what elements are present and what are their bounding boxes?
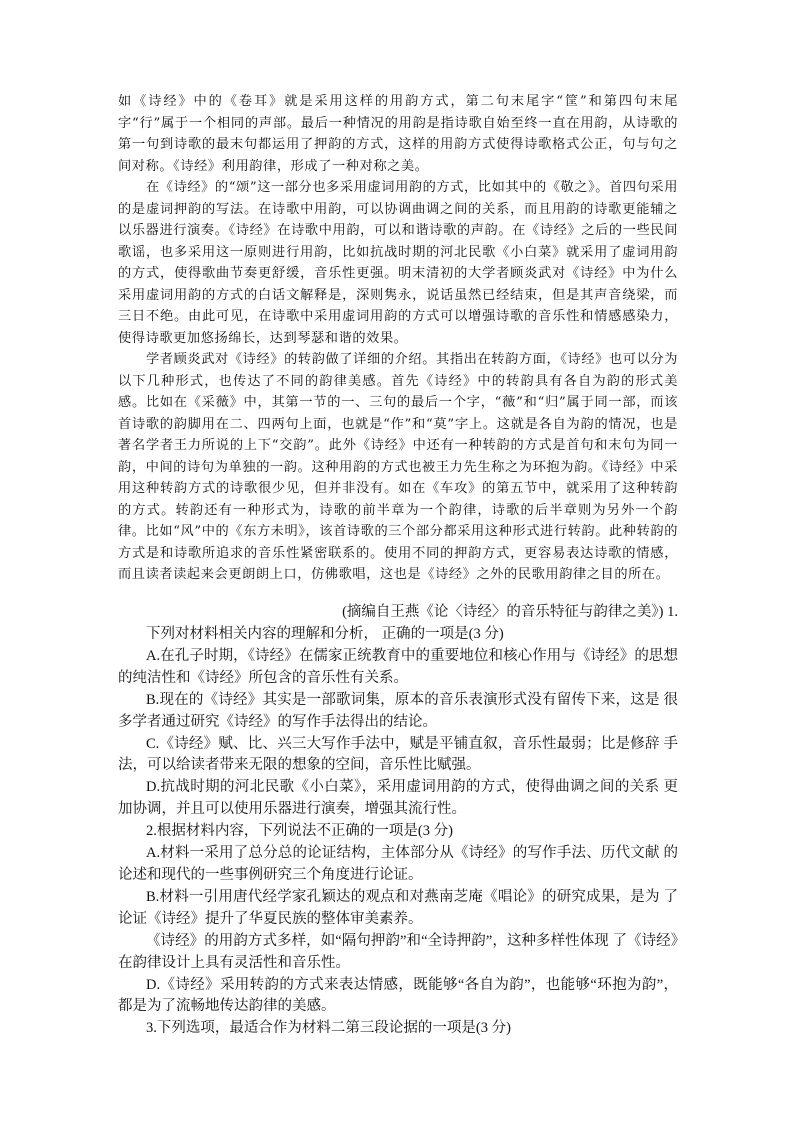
question-2-option-a: A.材料一采用了总分总的论证结构，主体部分从《诗经》的写作手法、历代文献 的论述和现代的一些事例研究三个角度进行论证。 <box>118 845 678 883</box>
passage-paragraph-1: 如《诗经》中的《卷耳》就是采用这样的用韵方式，第二句末尾字“筐”和第四句末尾字“行”属于一个相同的声部。最后一种情况的用韵是指诗歌自始至终一直在用韵，从诗歌的第一句到诗歌的最末句都运用了押韵的方式，这样的用韵方式使得诗歌格式公正，句与句之间对称。《诗经》利用韵律，形成了一种对称之美。 <box>118 94 678 174</box>
question-1-option-c: C.《诗经》赋、比、兴三大写作手法中，赋是平铺直叙，音乐性最弱；比是修辞 手法，可以给读者带来无限的想象的空间，音乐性比赋强。 <box>118 735 678 774</box>
question-2-stem: 2.根据材料内容，下列说法不正确的一项是(3 分) <box>146 823 453 840</box>
question-section <box>118 624 678 1040</box>
reading-passage <box>118 91 678 586</box>
question-1-option-b: B.现在的《诗经》其实是一部歌词集，原本的音乐表演形式没有留传下来，这是 很多学者通过研究《诗经》的写作手法得出的结论。 <box>118 691 678 730</box>
question-1-option-d: D.抗战时期的河北民歌《小白菜》，采用虚词用韵的方式，使得曲调之间的关系 更加协调，并且可以使用乐器进行演奏，增强其流行性。 <box>118 779 678 818</box>
question-3-stem: 3.下列选项，最适合作为材料二第三段论据的一项是(3 分) <box>146 1020 511 1037</box>
question-1-stem: 下列对材料相关内容的理解和分析， 正确的一项是(3 分) <box>146 626 504 642</box>
question-1-option-a: A.在孔子时期，《诗经》在儒家正统教育中的重要地位和核心作用与《诗经》的思想的纯洁性和《诗经》所包含的音乐性有关系。 <box>118 647 678 686</box>
question-2-option-b: B.材料一引用唐代经学家孔颖达的观点和对燕南芝庵《唱论》的研究成果，是为 了论证《诗经》提升了华夏民族的整体审美素养。 <box>118 888 678 927</box>
source-citation: (摘编自王燕《论〈诗经〉的音乐特征与韵律之美》) 1. <box>342 604 678 620</box>
passage-paragraph-3: 学者顾炎武对《诗经》的转韵做了详细的介绍。其指出在转韵方面，《诗经》也可以分为以下几种形式，也传达了不同的韵律美感。首先《诗经》中的转韵具有各自为韵的形式美感。比如在《采薇》中，其第一节的一、三句的最后一个字，“薇”和“归”属于同一部，而该首诗歌的韵脚用在二、四两句上面，也就是“作”和“莫”字上。这就是各自为韵的情况，也是著名学者王力所说的上下“交韵”。此外《诗经》中还有一种转韵的方式是首句和末句为同一韵，中间的诗句为单独的一韵。这种用韵的方式也被王力先生称之为环抱为韵。《诗经》中采用这种转韵方式的诗歌很少见，但并非没有。如在《车攻》的第五节中，就采用了这种转韵的方式。转韵还有一种形式为，诗歌的前半章为一个韵律，诗歌的后半章则为另外一个韵律。比如“风”中的《东方未明》，该首诗歌的三个部分都采用这种形式进行转韵。此种转韵的方式是和诗歌所追求的音乐性紧密联系的。使用不同的押韵方式，更容易表达诗歌的情感，而且读者读起来会更朗朗上口，仿佛歌唱，这也是《诗经》之外的民歌用韵律之目的所在。 <box>118 352 678 582</box>
question-2-option-d: D.《诗经》采用转韵的方式来表达情感，既能够“各自为韵”，也能够“环抱为韵”，都是为了流畅地传达韵律的美感。 <box>118 976 678 1015</box>
passage-paragraph-2: 在《诗经》的“颂”这一部分也多采用虚词用韵的方式，比如其中的《敬之》。首四句采用的是虚词押韵的写法。在诗歌中用韵，可以协调曲调之间的关系，而且用韵的诗歌更能辅之以乐器进行演奏。《诗经》在诗歌中用韵，可以和谐诗歌的声韵。在《诗经》之后的一些民间歌谣，也多采用这一原则进行用韵，比如抗战时期的河北民歌《小白菜》就采用了虚词用韵的方式，使得歌曲节奏更舒缓，音乐性更强。明末清初的大学者顾炎武对《诗经》中为什么采用虚词用韵的方式的白话文解释是，深则隽永，说话虽然已经结束，但是其声音绕梁，而三日不绝。由此可见，在诗歌中采用虚词用韵的方式可以增强诗歌的音乐性和情感感染力，使得诗歌更加悠扬绵长，达到琴瑟和谐的效果。 <box>118 180 679 346</box>
question-2-option-c: 《诗经》的用韵方式多样，如“隔句押韵”和“全诗押韵”，这种多样性体现 了《诗经》在韵律设计上具有灵活性和音乐性。 <box>118 932 678 971</box>
